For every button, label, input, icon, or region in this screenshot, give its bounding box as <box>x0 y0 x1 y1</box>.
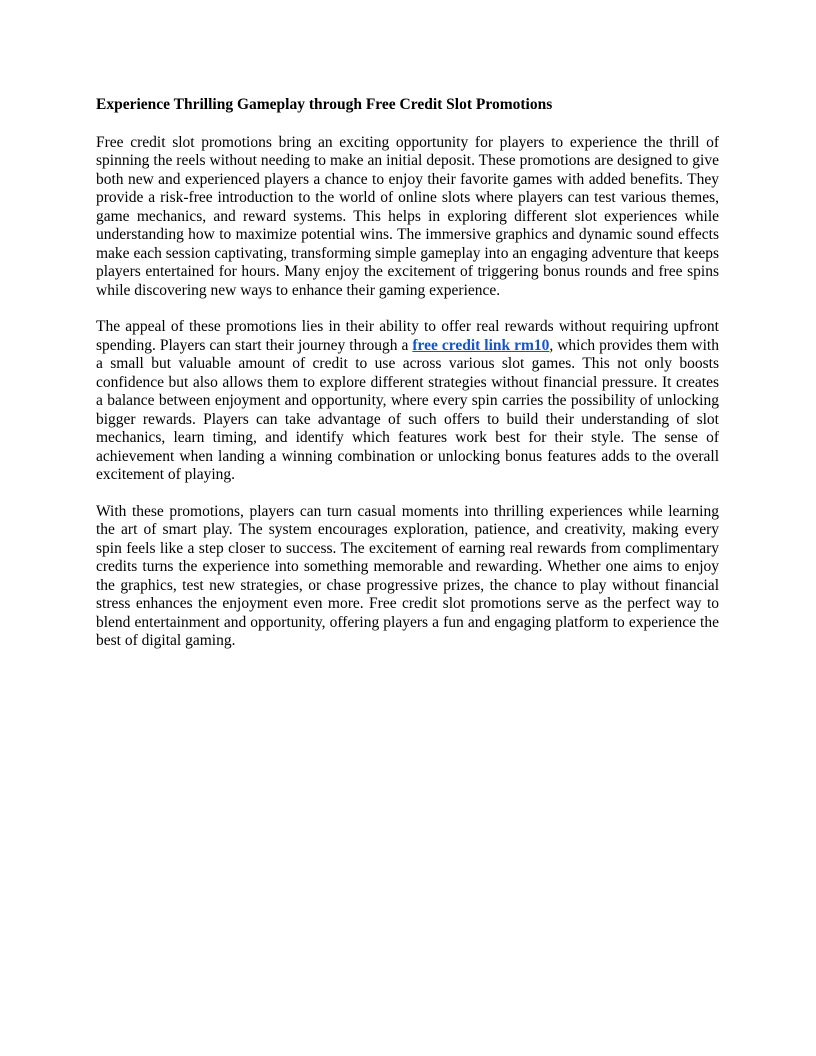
paragraph-1: Free credit slot promotions bring an exciting opportunity for players to experience the thrill of spinning the reels without needing to make an initial deposit. These promotions are designed to give both new and experienced players a chance to enjoy their favorite games with added benefits. They provide a risk-free introduction to the world of online slots where players can test various themes, game mechanics, and reward systems. This helps in exploring different slot experiences while understanding how to maximize potential wins. The immersive graphics and dynamic sound effects make each session captivating, transforming simple gameplay into an engaging adventure that keeps players entertained for hours. Many enjoy the excitement of triggering bonus rounds and free spins while discovering new ways to enhance their gaming experience. <box>96 133 719 299</box>
paragraph-3: With these promotions, players can turn casual moments into thrilling experiences while learning the art of smart play. The system encourages exploration, patience, and creativity, making every spin feels like a step closer to success. The excitement of earning real rewards from complimentary credits turns the experience into something memorable and rewarding. Whether one aims to enjoy the graphics, test new strategies, or chase progressive prizes, the chance to play without financial stress enhances the enjoyment even more. Free credit slot promotions serve as the perfect way to blend entertainment and opportunity, offering players a fun and engaging platform to experience the best of digital gaming. <box>96 502 719 649</box>
paragraph-2 <box>96 318 719 485</box>
paragraph-2-text-after-link: , which provides them with a small but valuable amount of credit to use across various slot games. This not only boosts confidence but also allows them to explore different strategies without financial pressure. It creates a balance between enjoyment and opportunity, where every spin carries the possibility of unlocking bigger rewards. Players can take advantage of such offers to build their understanding of slot mechanics, learn timing, and identify which features work best for their style. The sense of achievement when landing a winning combination or unlocking bonus features adds to the overall excitement of playing. <box>96 336 719 483</box>
document-page <box>96 96 719 669</box>
free-credit-link[interactable]: free credit link rm10 <box>412 336 550 354</box>
document-title: Experience Thrilling Gameplay through Free Credit Slot Promotions <box>96 96 553 113</box>
paragraph-2-text-before-link: The appeal of these promotions lies in their ability to offer real rewards without requiring upfront spending. Players can start their journey through a <box>96 318 719 354</box>
